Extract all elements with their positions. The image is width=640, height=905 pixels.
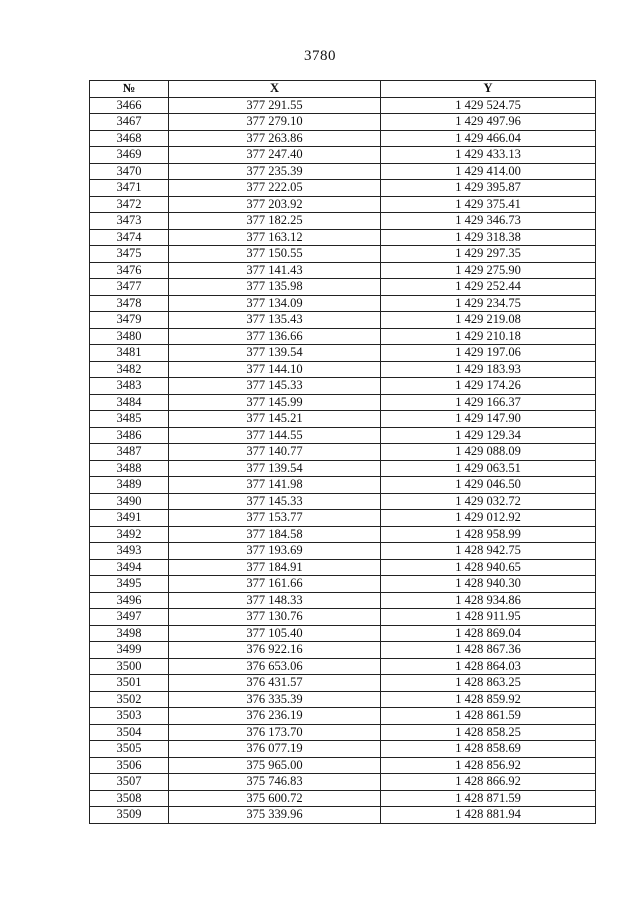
cell-number: 3469	[90, 147, 169, 164]
cell-y: 1 429 063.51	[381, 460, 596, 477]
cell-number: 3471	[90, 180, 169, 197]
cell-x: 377 153.77	[169, 510, 381, 527]
header-number: №	[90, 81, 169, 98]
header-y: Y	[381, 81, 596, 98]
cell-x: 377 222.05	[169, 180, 381, 197]
cell-y: 1 429 524.75	[381, 97, 596, 114]
cell-x: 377 193.69	[169, 543, 381, 560]
cell-number: 3477	[90, 279, 169, 296]
cell-number: 3502	[90, 691, 169, 708]
cell-number: 3476	[90, 262, 169, 279]
table-row	[90, 592, 596, 609]
cell-x: 377 150.55	[169, 246, 381, 263]
table-row	[90, 625, 596, 642]
cell-number: 3508	[90, 790, 169, 807]
cell-number: 3491	[90, 510, 169, 527]
cell-x: 376 653.06	[169, 658, 381, 675]
coordinates-table	[89, 80, 596, 824]
cell-y: 1 428 940.30	[381, 576, 596, 593]
cell-x: 377 144.55	[169, 427, 381, 444]
cell-number: 3474	[90, 229, 169, 246]
cell-x: 377 161.66	[169, 576, 381, 593]
table-row	[90, 493, 596, 510]
cell-number: 3505	[90, 741, 169, 758]
cell-x: 377 279.10	[169, 114, 381, 131]
table-row	[90, 229, 596, 246]
cell-number: 3479	[90, 312, 169, 329]
table-row	[90, 774, 596, 791]
cell-number: 3481	[90, 345, 169, 362]
cell-x: 377 136.66	[169, 328, 381, 345]
cell-number: 3484	[90, 394, 169, 411]
cell-number: 3475	[90, 246, 169, 263]
cell-y: 1 429 210.18	[381, 328, 596, 345]
cell-y: 1 428 911.95	[381, 609, 596, 626]
cell-x: 376 431.57	[169, 675, 381, 692]
cell-x: 377 291.55	[169, 97, 381, 114]
cell-number: 3468	[90, 130, 169, 147]
cell-y: 1 428 858.69	[381, 741, 596, 758]
table-row	[90, 328, 596, 345]
cell-y: 1 429 012.92	[381, 510, 596, 527]
table-row	[90, 361, 596, 378]
cell-y: 1 429 395.87	[381, 180, 596, 197]
table-row	[90, 757, 596, 774]
cell-number: 3503	[90, 708, 169, 725]
table-header-row	[90, 81, 596, 98]
cell-x: 375 600.72	[169, 790, 381, 807]
cell-y: 1 429 174.26	[381, 378, 596, 395]
table-body	[90, 97, 596, 823]
cell-y: 1 429 147.90	[381, 411, 596, 428]
cell-number: 3488	[90, 460, 169, 477]
table-row	[90, 708, 596, 725]
cell-number: 3493	[90, 543, 169, 560]
cell-x: 377 203.92	[169, 196, 381, 213]
table-row	[90, 559, 596, 576]
cell-y: 1 428 864.03	[381, 658, 596, 675]
table-row	[90, 741, 596, 758]
cell-x: 377 163.12	[169, 229, 381, 246]
table-row	[90, 213, 596, 230]
table-row	[90, 394, 596, 411]
cell-x: 376 922.16	[169, 642, 381, 659]
cell-number: 3486	[90, 427, 169, 444]
cell-number: 3509	[90, 807, 169, 824]
cell-x: 377 235.39	[169, 163, 381, 180]
cell-y: 1 428 863.25	[381, 675, 596, 692]
cell-x: 375 339.96	[169, 807, 381, 824]
table-row	[90, 807, 596, 824]
cell-y: 1 428 881.94	[381, 807, 596, 824]
cell-y: 1 428 867.36	[381, 642, 596, 659]
cell-x: 377 141.98	[169, 477, 381, 494]
table-row	[90, 180, 596, 197]
table-row	[90, 460, 596, 477]
cell-y: 1 428 859.92	[381, 691, 596, 708]
cell-x: 377 184.91	[169, 559, 381, 576]
cell-number: 3480	[90, 328, 169, 345]
cell-number: 3478	[90, 295, 169, 312]
cell-number: 3485	[90, 411, 169, 428]
cell-x: 377 135.43	[169, 312, 381, 329]
table-row	[90, 526, 596, 543]
cell-y: 1 429 433.13	[381, 147, 596, 164]
cell-y: 1 429 129.34	[381, 427, 596, 444]
cell-x: 377 145.33	[169, 493, 381, 510]
table-row	[90, 97, 596, 114]
table-row	[90, 642, 596, 659]
cell-x: 376 077.19	[169, 741, 381, 758]
cell-y: 1 429 183.93	[381, 361, 596, 378]
cell-number: 3489	[90, 477, 169, 494]
cell-y: 1 428 858.25	[381, 724, 596, 741]
cell-y: 1 429 166.37	[381, 394, 596, 411]
cell-number: 3496	[90, 592, 169, 609]
cell-number: 3501	[90, 675, 169, 692]
cell-y: 1 428 942.75	[381, 543, 596, 560]
cell-y: 1 429 346.73	[381, 213, 596, 230]
table-row	[90, 295, 596, 312]
cell-number: 3483	[90, 378, 169, 395]
cell-number: 3492	[90, 526, 169, 543]
cell-number: 3498	[90, 625, 169, 642]
cell-number: 3472	[90, 196, 169, 213]
cell-y: 1 429 497.96	[381, 114, 596, 131]
cell-x: 377 135.98	[169, 279, 381, 296]
table-row	[90, 658, 596, 675]
cell-number: 3506	[90, 757, 169, 774]
cell-y: 1 428 871.59	[381, 790, 596, 807]
cell-x: 377 134.09	[169, 295, 381, 312]
cell-x: 377 139.54	[169, 345, 381, 362]
table-row	[90, 691, 596, 708]
cell-y: 1 429 219.08	[381, 312, 596, 329]
cell-x: 375 965.00	[169, 757, 381, 774]
cell-x: 377 247.40	[169, 147, 381, 164]
cell-x: 377 145.33	[169, 378, 381, 395]
table-row	[90, 246, 596, 263]
cell-x: 377 145.99	[169, 394, 381, 411]
cell-y: 1 429 275.90	[381, 262, 596, 279]
table-row	[90, 147, 596, 164]
cell-y: 1 429 466.04	[381, 130, 596, 147]
cell-y: 1 428 866.92	[381, 774, 596, 791]
cell-number: 3470	[90, 163, 169, 180]
cell-x: 377 182.25	[169, 213, 381, 230]
cell-x: 377 140.77	[169, 444, 381, 461]
cell-y: 1 429 252.44	[381, 279, 596, 296]
cell-x: 377 184.58	[169, 526, 381, 543]
cell-x: 376 236.19	[169, 708, 381, 725]
cell-x: 375 746.83	[169, 774, 381, 791]
cell-y: 1 429 088.09	[381, 444, 596, 461]
cell-number: 3497	[90, 609, 169, 626]
cell-number: 3487	[90, 444, 169, 461]
cell-y: 1 428 940.65	[381, 559, 596, 576]
cell-number: 3482	[90, 361, 169, 378]
cell-y: 1 428 934.86	[381, 592, 596, 609]
table-row	[90, 543, 596, 560]
table-row	[90, 411, 596, 428]
cell-y: 1 428 958.99	[381, 526, 596, 543]
cell-number: 3507	[90, 774, 169, 791]
cell-x: 377 145.21	[169, 411, 381, 428]
table-row	[90, 790, 596, 807]
table-row	[90, 378, 596, 395]
table-row	[90, 477, 596, 494]
page-number: 3780	[304, 48, 336, 64]
table-row	[90, 114, 596, 131]
cell-y: 1 429 234.75	[381, 295, 596, 312]
table-row	[90, 724, 596, 741]
cell-number: 3466	[90, 97, 169, 114]
cell-x: 376 335.39	[169, 691, 381, 708]
cell-x: 377 105.40	[169, 625, 381, 642]
cell-x: 377 263.86	[169, 130, 381, 147]
cell-y: 1 429 197.06	[381, 345, 596, 362]
cell-x: 377 144.10	[169, 361, 381, 378]
table-row	[90, 576, 596, 593]
cell-y: 1 428 869.04	[381, 625, 596, 642]
table-row	[90, 262, 596, 279]
cell-number: 3494	[90, 559, 169, 576]
cell-number: 3467	[90, 114, 169, 131]
table-row	[90, 427, 596, 444]
cell-y: 1 429 032.72	[381, 493, 596, 510]
cell-y: 1 429 046.50	[381, 477, 596, 494]
table-row	[90, 312, 596, 329]
cell-number: 3490	[90, 493, 169, 510]
table-row	[90, 279, 596, 296]
cell-x: 377 141.43	[169, 262, 381, 279]
header-x: X	[169, 81, 381, 98]
cell-number: 3495	[90, 576, 169, 593]
table-row	[90, 675, 596, 692]
cell-y: 1 428 861.59	[381, 708, 596, 725]
table-row	[90, 163, 596, 180]
cell-y: 1 429 318.38	[381, 229, 596, 246]
table-row	[90, 510, 596, 527]
cell-x: 377 148.33	[169, 592, 381, 609]
table-row	[90, 609, 596, 626]
cell-number: 3473	[90, 213, 169, 230]
table-row	[90, 444, 596, 461]
cell-number: 3499	[90, 642, 169, 659]
cell-number: 3500	[90, 658, 169, 675]
table-row	[90, 196, 596, 213]
cell-y: 1 429 414.00	[381, 163, 596, 180]
cell-y: 1 429 375.41	[381, 196, 596, 213]
cell-x: 377 130.76	[169, 609, 381, 626]
cell-y: 1 429 297.35	[381, 246, 596, 263]
cell-number: 3504	[90, 724, 169, 741]
cell-x: 376 173.70	[169, 724, 381, 741]
cell-x: 377 139.54	[169, 460, 381, 477]
table-row	[90, 345, 596, 362]
cell-y: 1 428 856.92	[381, 757, 596, 774]
table-row	[90, 130, 596, 147]
